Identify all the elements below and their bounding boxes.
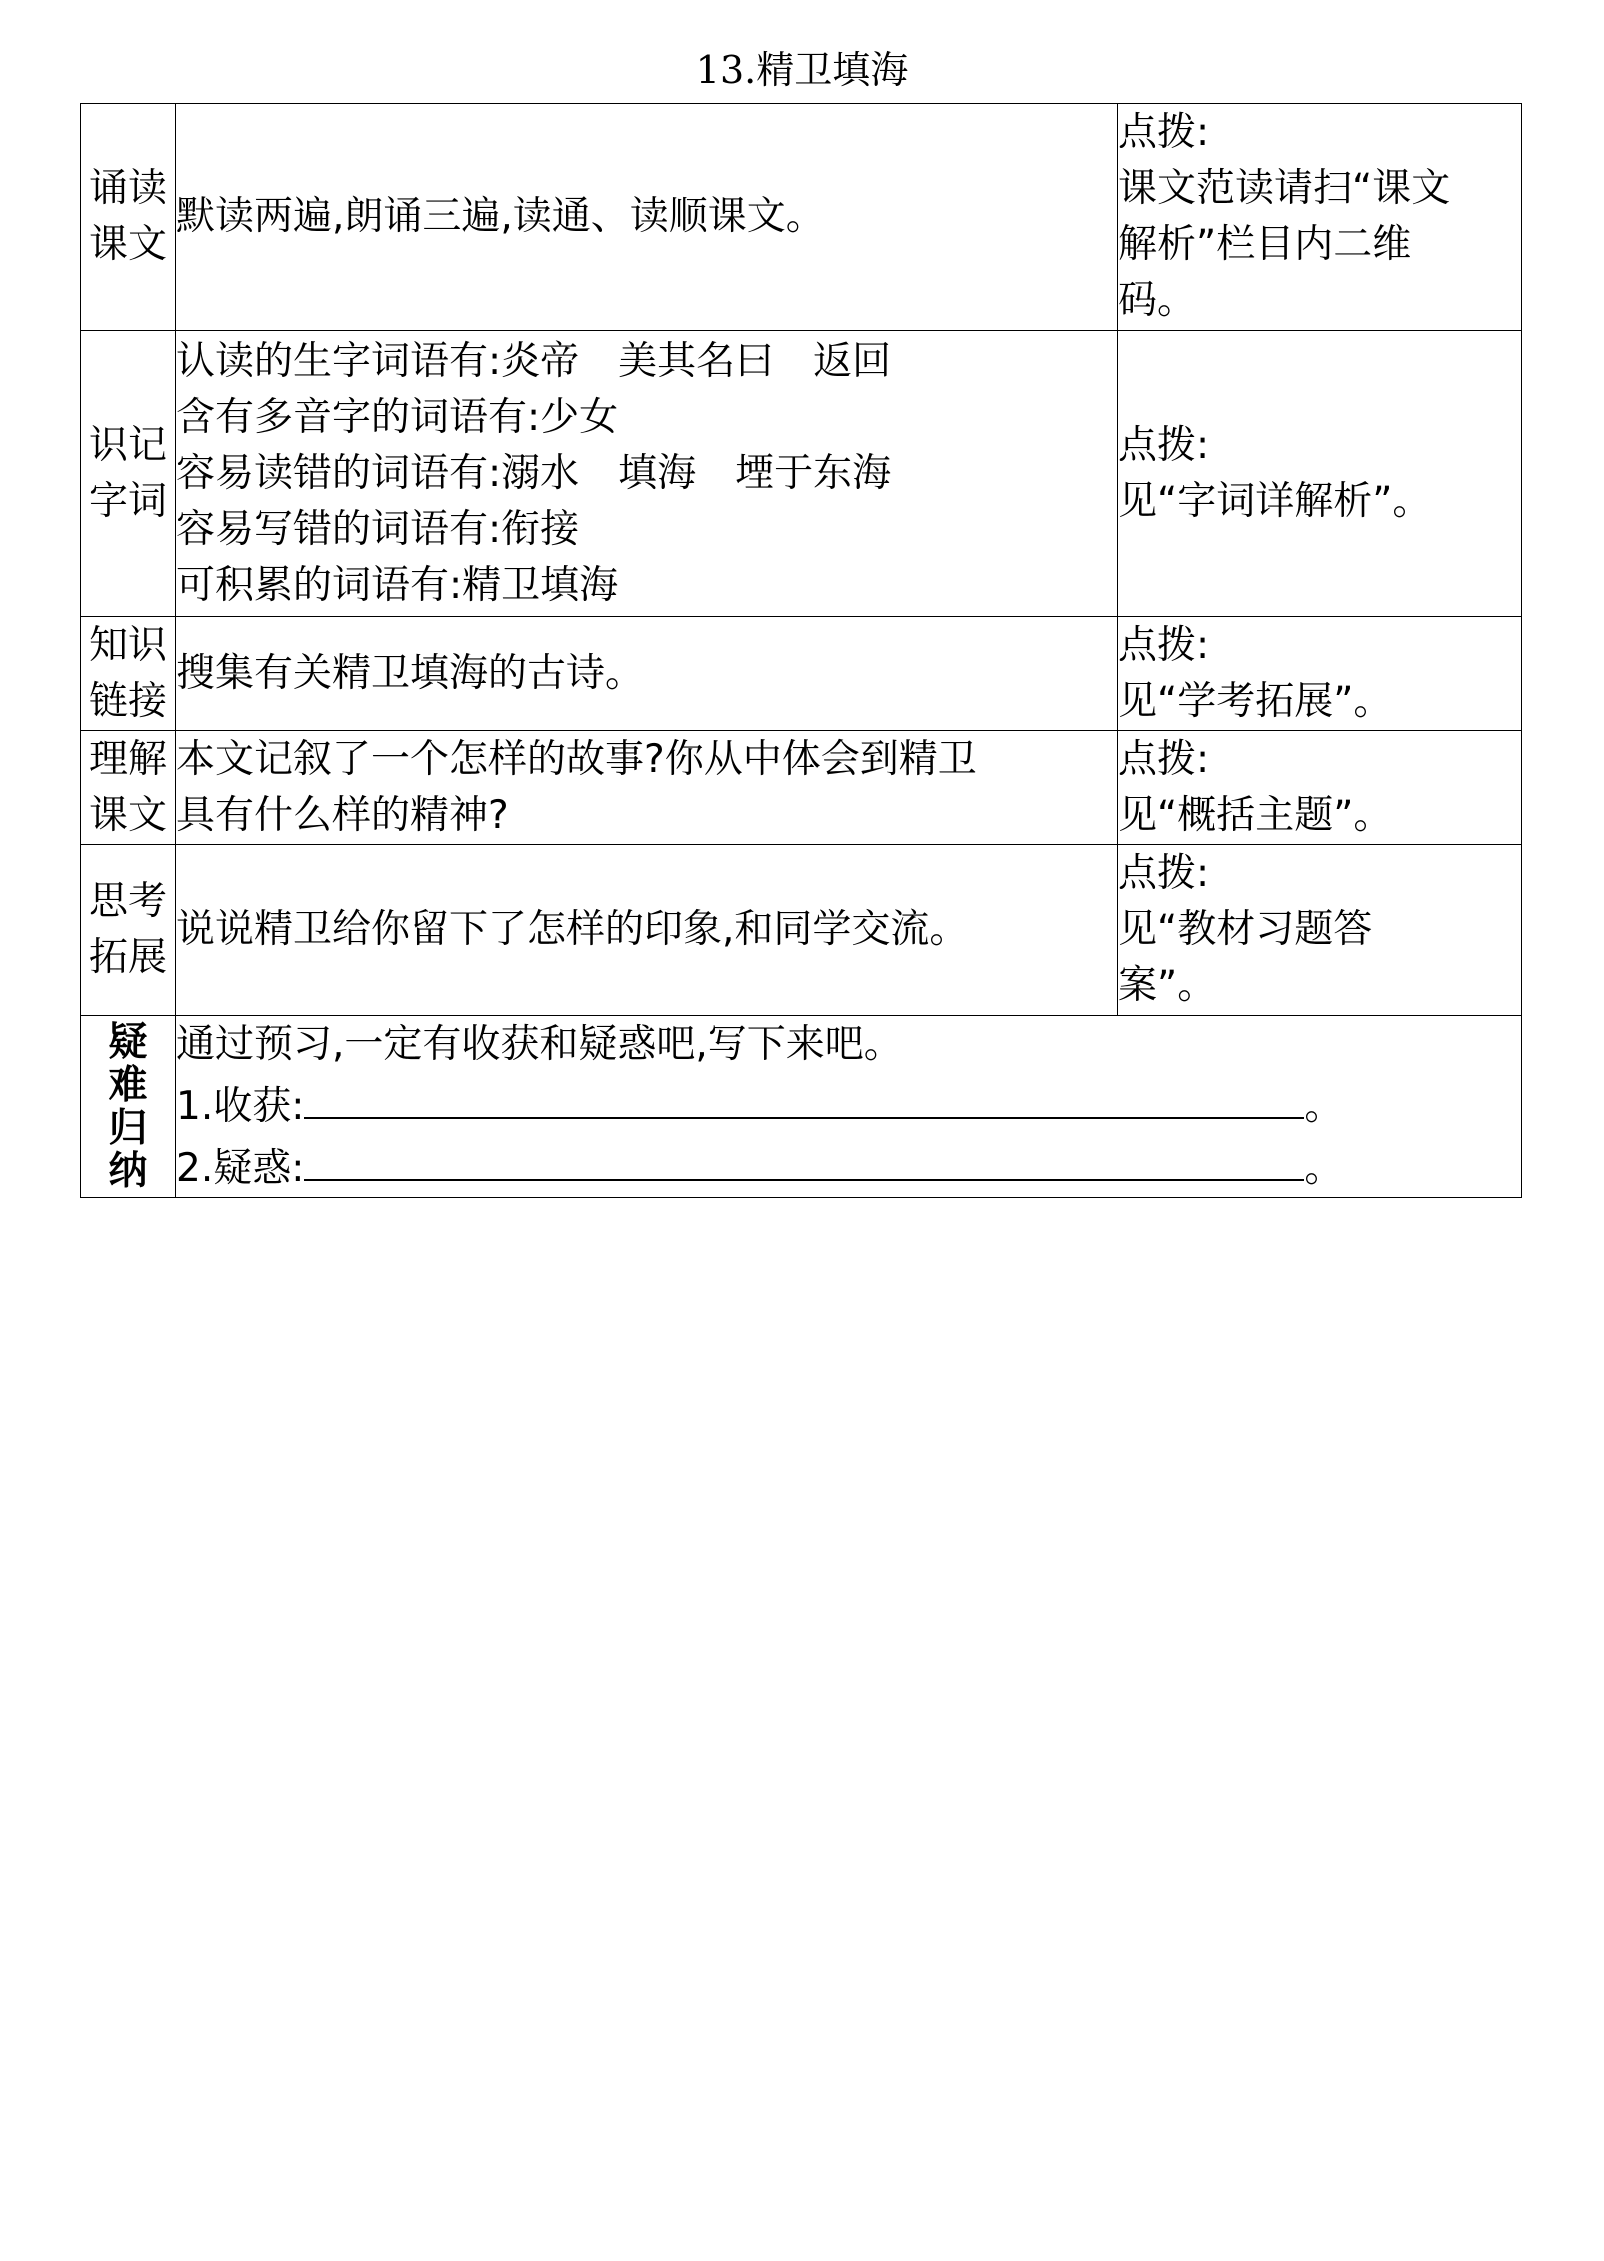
row-tip bbox=[1118, 331, 1522, 617]
summary-label bbox=[81, 1016, 176, 1198]
label-line: 拓展 bbox=[88, 935, 167, 980]
tip-line: 见“教材习题答 bbox=[1118, 907, 1373, 952]
row-tip bbox=[1118, 731, 1522, 845]
label-line: 思考 bbox=[88, 879, 167, 924]
row-label bbox=[81, 845, 176, 1016]
label-char: 归 bbox=[108, 1105, 148, 1151]
table-row bbox=[81, 104, 1522, 331]
content-line: 可积累的词语有:精卫填海 bbox=[176, 562, 619, 608]
study-table bbox=[80, 103, 1522, 1198]
row-content bbox=[176, 845, 1118, 1016]
tip-line: 案”。 bbox=[1118, 963, 1217, 1008]
tip-line: 码。 bbox=[1118, 278, 1197, 323]
doubt-label: 2.疑惑: bbox=[176, 1146, 305, 1191]
label-line: 课文 bbox=[88, 222, 167, 267]
content-line: 默读两遍,朗诵三遍,读通、读顺课文。 bbox=[176, 194, 825, 239]
table-row-summary bbox=[81, 1016, 1522, 1198]
label-char: 难 bbox=[108, 1062, 148, 1108]
content-line: 说说精卫给你留下了怎样的印象,和同学交流。 bbox=[176, 907, 969, 952]
gain-answer-blank[interactable] bbox=[304, 1073, 1304, 1119]
tip-line: 见“概括主题”。 bbox=[1118, 792, 1393, 838]
summary-content bbox=[176, 1016, 1522, 1198]
tip-line: 点拨: bbox=[1118, 851, 1210, 896]
end-mark: 。 bbox=[1304, 1084, 1344, 1129]
tip-line: 课文范读请扫“课文 bbox=[1118, 166, 1451, 211]
row-tip bbox=[1118, 845, 1522, 1016]
content-line: 搜集有关精卫填海的古诗。 bbox=[176, 650, 645, 696]
tip-line: 点拨: bbox=[1118, 110, 1210, 155]
tip-line: 见“字词详解析”。 bbox=[1118, 478, 1432, 524]
table-row bbox=[81, 845, 1522, 1016]
row-content bbox=[176, 104, 1118, 331]
content-line: 具有什么样的精神? bbox=[176, 792, 509, 838]
row-tip bbox=[1118, 104, 1522, 331]
label-line: 课文 bbox=[88, 792, 167, 838]
row-content bbox=[176, 617, 1118, 731]
row-content bbox=[176, 331, 1118, 617]
label-line: 链接 bbox=[88, 678, 167, 724]
row-label bbox=[81, 104, 176, 331]
content-line: 容易写错的词语有:衔接 bbox=[176, 506, 580, 552]
row-content bbox=[176, 731, 1118, 845]
label-line: 字词 bbox=[88, 478, 167, 524]
label-char: 疑 bbox=[108, 1019, 148, 1065]
content-line: 本文记叙了一个怎样的故事?你从中体会到精卫 bbox=[176, 736, 977, 782]
label-line: 识记 bbox=[88, 422, 167, 468]
table-row bbox=[81, 617, 1522, 731]
table-row bbox=[81, 331, 1522, 617]
end-mark: 。 bbox=[1304, 1146, 1344, 1191]
content-line: 认读的生字词语有:炎帝 美其名曰 返回 bbox=[176, 338, 892, 384]
tip-line: 点拨: bbox=[1118, 736, 1210, 782]
tip-line: 解析”栏目内二维 bbox=[1118, 222, 1412, 267]
label-line: 理解 bbox=[88, 736, 167, 782]
page-title: 13.精卫填海 bbox=[695, 48, 909, 92]
row-tip bbox=[1118, 617, 1522, 731]
doubt-line bbox=[176, 1135, 1521, 1197]
gain-line bbox=[176, 1073, 1521, 1135]
content-line: 含有多音字的词语有:少女 bbox=[176, 394, 619, 440]
doubt-answer-blank[interactable] bbox=[304, 1135, 1304, 1181]
label-line: 诵读 bbox=[88, 166, 167, 211]
row-label bbox=[81, 617, 176, 731]
row-label bbox=[81, 331, 176, 617]
tip-line: 见“学考拓展”。 bbox=[1118, 678, 1393, 724]
tip-line: 点拨: bbox=[1118, 622, 1210, 668]
label-line: 知识 bbox=[88, 622, 167, 668]
row-label bbox=[81, 731, 176, 845]
tip-line: 点拨: bbox=[1118, 422, 1210, 468]
content-line: 容易读错的词语有:溺水 填海 堙于东海 bbox=[176, 450, 892, 496]
table-row bbox=[81, 731, 1522, 845]
label-char: 纳 bbox=[108, 1148, 148, 1194]
gain-label: 1.收获: bbox=[176, 1084, 305, 1129]
summary-intro: 通过预习,一定有收获和疑惑吧,写下来吧。 bbox=[176, 1022, 903, 1067]
